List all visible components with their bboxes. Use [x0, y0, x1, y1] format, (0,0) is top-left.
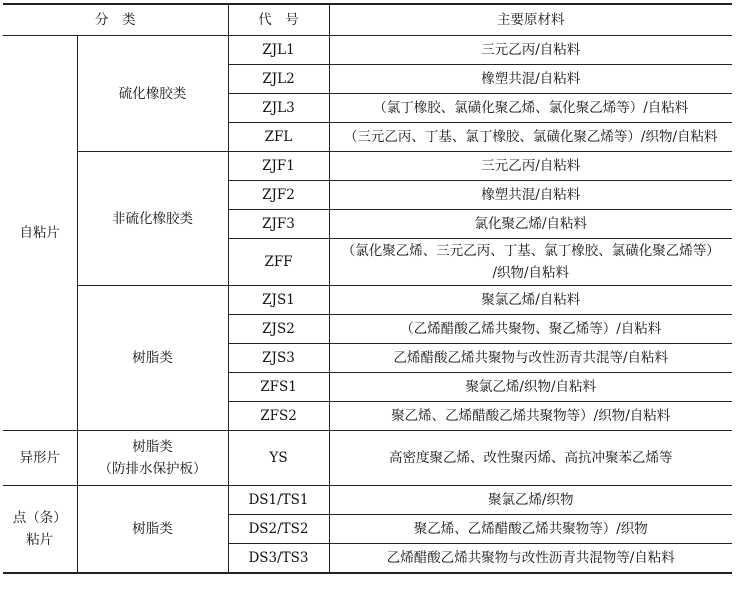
- material-cell: 氯化聚乙烯/自粘料: [329, 210, 732, 239]
- material-cell: （乙烯醋酸乙烯共聚物、聚乙烯等）/自粘料: [329, 315, 732, 344]
- table-row: [3, 36, 732, 65]
- material-cell: 三元乙丙/自粘料: [329, 36, 732, 65]
- code-cell: ZFS2: [228, 402, 329, 431]
- material-cell: （氯丁橡胶、氯磺化聚乙烯、氯化聚乙烯等）/自粘料: [329, 94, 732, 123]
- header-category: 分 类: [3, 4, 228, 36]
- code-cell: ZFL: [228, 123, 329, 152]
- code-cell: ZJL1: [228, 36, 329, 65]
- subgroup-label-non-vulcanized-rubber: 非硫化橡胶类: [77, 152, 228, 286]
- material-cell: 聚氯乙烯/织物: [329, 486, 732, 515]
- group-label-dot-strip-adhesive: [3, 486, 77, 574]
- group-label-profiled-sheet: 异形片: [3, 431, 77, 486]
- subgroup-label-resin: 树脂类: [77, 286, 228, 431]
- code-cell: DS3/TS3: [228, 544, 329, 574]
- code-cell: ZJF1: [228, 152, 329, 181]
- material-cell: 橡塑共混/自粘料: [329, 181, 732, 210]
- material-line-2: /织物/自粘料: [492, 265, 570, 281]
- code-cell: DS2/TS2: [228, 515, 329, 544]
- material-cell: 乙烯醋酸乙烯共聚物与改性沥青共混物等/自粘料: [329, 544, 732, 574]
- code-cell: ZJF3: [228, 210, 329, 239]
- header-row: [3, 4, 732, 36]
- group-label-line-2: 粘片: [26, 532, 54, 548]
- code-cell: ZFF: [228, 239, 329, 286]
- code-cell: ZJS2: [228, 315, 329, 344]
- table-row: [3, 152, 732, 181]
- header-material: 主要原材料: [329, 4, 732, 36]
- table-row: [3, 431, 732, 486]
- code-cell: ZJL3: [228, 94, 329, 123]
- material-cell: 聚氯乙烯/织物/自粘料: [329, 373, 732, 402]
- material-cell: [329, 239, 732, 286]
- material-cell: （三元乙丙、丁基、氯丁橡胶、氯磺化聚乙烯等）/织物/自粘料: [329, 123, 732, 152]
- material-cell: 聚乙烯、乙烯醋酸乙烯共聚物等）/织物/自粘料: [329, 402, 732, 431]
- code-cell: ZJF2: [228, 181, 329, 210]
- header-code: 代 号: [228, 4, 329, 36]
- material-cell: 高密度聚乙烯、改性聚丙烯、高抗冲聚苯乙烯等: [329, 431, 732, 486]
- subgroup-label-line-1: 树脂类: [132, 439, 173, 455]
- material-line-1: （氯化聚乙烯、三元乙丙、丁基、氯丁橡胶、氯磺化聚乙烯等）: [341, 243, 720, 259]
- material-cell: 橡塑共混/自粘料: [329, 65, 732, 94]
- material-cell: 乙烯醋酸乙烯共聚物与改性沥青共混等/自粘料: [329, 344, 732, 373]
- material-cell: 聚乙烯、乙烯醋酸乙烯共聚物等）/织物: [329, 515, 732, 544]
- code-cell: ZJS3: [228, 344, 329, 373]
- code-cell: ZJL2: [228, 65, 329, 94]
- subgroup-label-resin: 树脂类: [77, 486, 228, 574]
- material-cell: 聚氯乙烯/自粘料: [329, 286, 732, 315]
- code-cell: YS: [228, 431, 329, 486]
- materials-table: [3, 3, 732, 574]
- code-cell: ZFS1: [228, 373, 329, 402]
- material-cell: 三元乙丙/自粘料: [329, 152, 732, 181]
- subgroup-label-line-2: （防排水保护板）: [98, 461, 207, 477]
- group-label-line-1: 点（条）: [12, 510, 67, 526]
- subgroup-label-resin-protection-board: [77, 431, 228, 486]
- table-row: [3, 286, 732, 315]
- subgroup-label-vulcanized-rubber: 硫化橡胶类: [77, 36, 228, 152]
- table-row: [3, 486, 732, 515]
- code-cell: DS1/TS1: [228, 486, 329, 515]
- code-cell: ZJS1: [228, 286, 329, 315]
- group-label-self-adhesive: 自粘片: [3, 36, 77, 431]
